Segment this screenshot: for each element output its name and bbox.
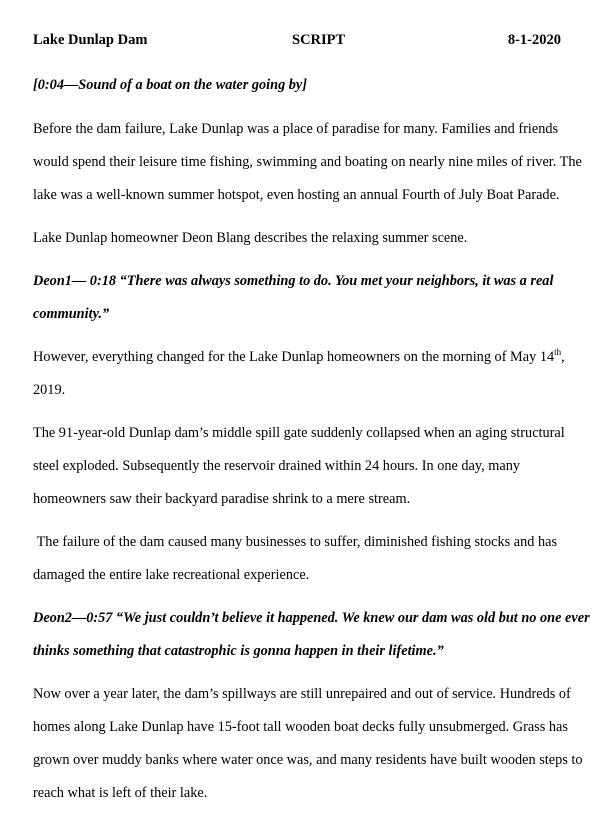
header-script-label: SCRIPT bbox=[292, 32, 346, 48]
header-date: 8-1-2020 bbox=[507, 32, 561, 48]
script-body bbox=[33, 69, 593, 810]
paragraph-change-year: , 2019. bbox=[33, 349, 565, 398]
paragraph-homeowner: Lake Dunlap homeowner Deon Blang describes the relaxing summer scene. bbox=[33, 230, 468, 246]
paragraph-collapse: The 91-year-old Dunlap dam’s middle spill gate suddenly collapsed when an aging structural steel exploded. Subsequently the reservoir drained within 24 hours. In one day, many homeowners saw their backyard paradise shrink to a mere stream. bbox=[33, 425, 565, 507]
paragraph-intro: Before the dam failure, Lake Dunlap was a place of paradise for many. Families and friends would spend their leisure time fishing, swimming and boating on nearly nine miles of river. The lake was a well-known summer hotspot, even hosting an annual Fourth of July Boat Parade. bbox=[33, 121, 582, 203]
paragraph-change-text: However, everything changed for the Lake Dunlap homeowners on the morning of May 14 bbox=[33, 349, 555, 365]
paragraph-change bbox=[33, 341, 593, 407]
paragraph-impact: The failure of the dam caused many businesses to suffer, diminished fishing stocks and has damaged the entire lake recreational experience. bbox=[33, 534, 558, 583]
ordinal-suffix: th bbox=[554, 347, 562, 358]
header-title: Lake Dunlap Dam bbox=[33, 32, 148, 48]
script-header bbox=[33, 32, 561, 52]
quote-deon1: Deon1— 0:18 “There was always something to do. You met your neighbors, it was a real community.” bbox=[33, 273, 554, 322]
quote-deon2: Deon2—0:57 “We just couldn’t believe it happened. We knew our dam was old but no one ever thinks something that catastrophic is gonna happen in their lifetime.” bbox=[33, 610, 590, 659]
sound-cue: [0:04—Sound of a boat on the water going by] bbox=[33, 77, 308, 93]
paragraph-aftermath: Now over a year later, the dam’s spillways are still unrepaired and out of service. Hundreds of homes along Lake Dunlap have 15-foot tall wooden boat decks fully unsubmerged. Grass has grown over muddy banks where water once was, and many residents have built wooden steps to reach what is left of their lake. bbox=[33, 686, 583, 801]
